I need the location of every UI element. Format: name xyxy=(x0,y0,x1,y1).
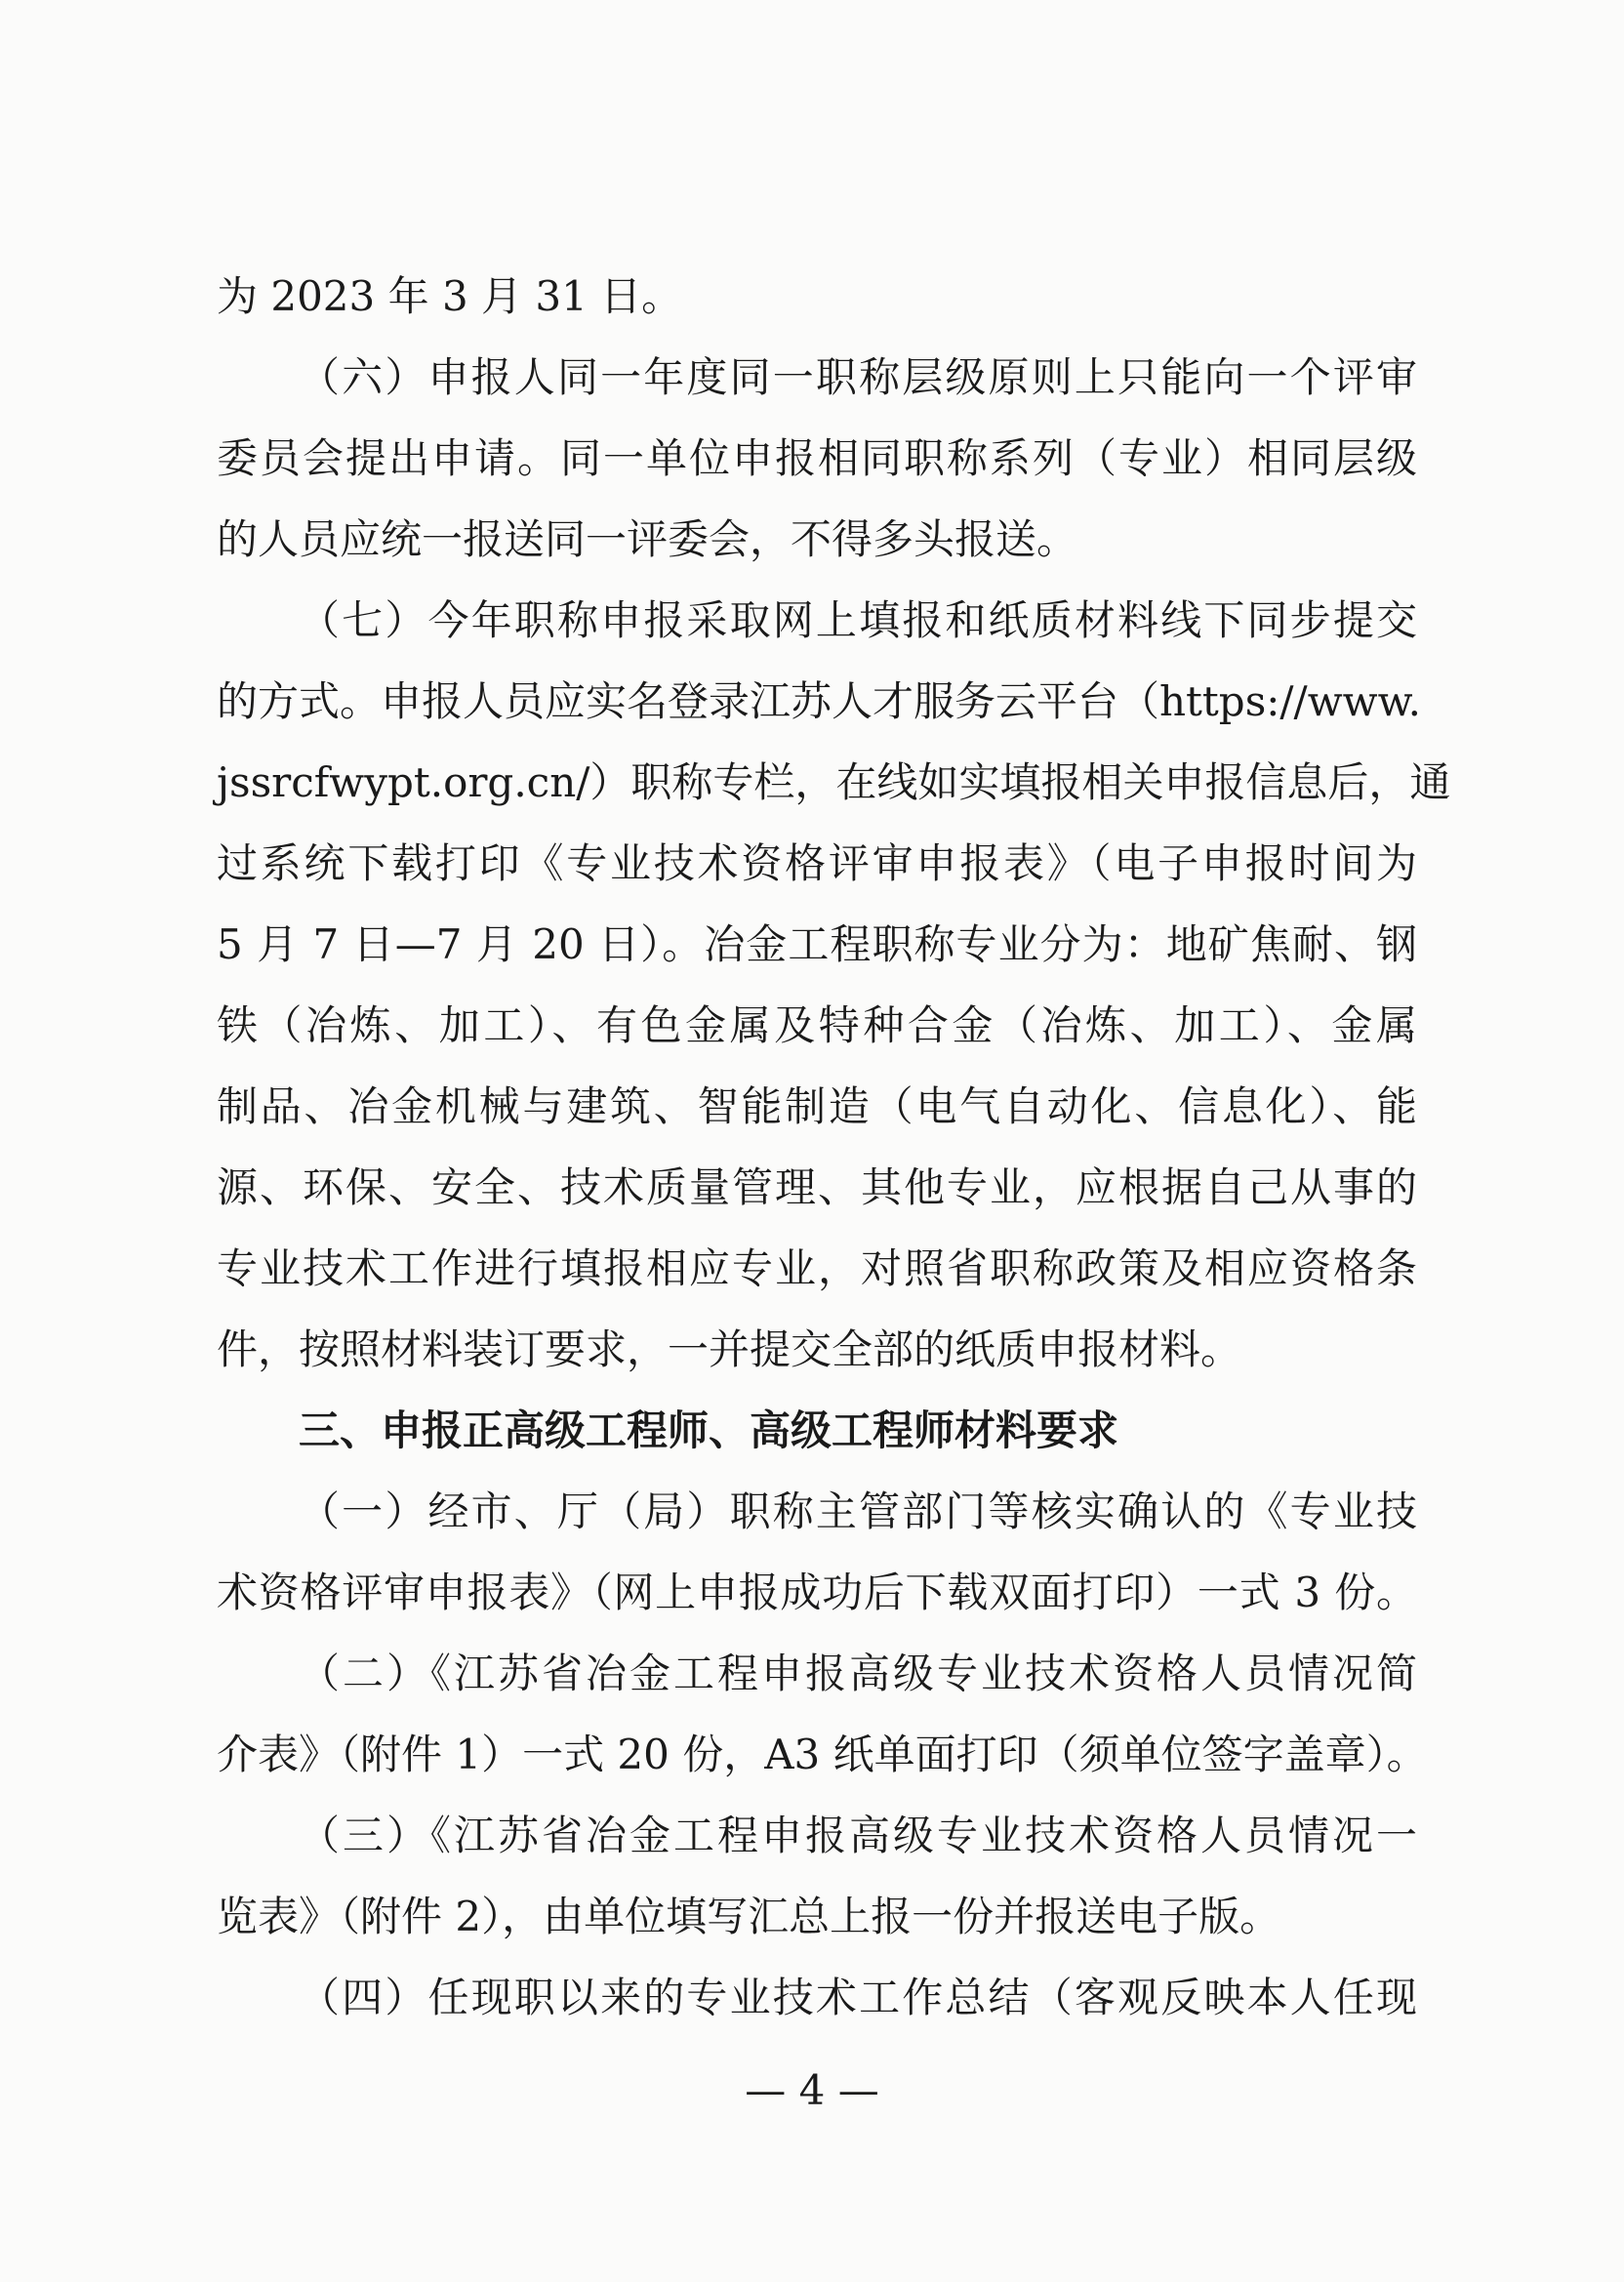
paragraph-line: （一）经市、厅（局）职称主管部门等核实确认的《专业技 xyxy=(299,1487,1417,1535)
paragraph-line: 制品、冶金机械与建筑、智能制造（电气自动化、信息化）、能 xyxy=(217,1082,1417,1130)
paragraph-line: （七）今年职称申报采取网上填报和纸质材料线下同步提交 xyxy=(299,596,1417,644)
paragraph-line: （六）申报人同一年度同一职称层级原则上只能向一个评审 xyxy=(299,353,1417,401)
paragraph-line: 委员会提出申请。同一单位申报相同职称系列（专业）相同层级 xyxy=(217,434,1417,482)
paragraph-line: 介表》（附件 1）一式 20 份，A3 纸单面打印（须单位签字盖章）。 xyxy=(217,1731,1428,1778)
paragraph-line: 过系统下载打印《专业技术资格评审申报表》（电子申报时间为 xyxy=(217,839,1417,887)
paragraph-line: 件，按照材料装订要求，一并提交全部的纸质申报材料。 xyxy=(217,1325,1242,1373)
paragraph-line: 专业技术工作进行填报相应专业，对照省职称政策及相应资格条 xyxy=(217,1244,1417,1292)
paragraph-line: 5 月 7 日—7 月 20 日）。冶金工程职称专业分为：地矿焦耐、钢 xyxy=(217,920,1417,968)
paragraph-line: （三）《江苏省冶金工程申报高级专业技术资格人员情况一 xyxy=(299,1812,1417,1859)
paragraph-line: 源、环保、安全、技术质量管理、其他专业，应根据自己从事的 xyxy=(217,1163,1417,1211)
paragraph-line: 的方式。申报人员应实名登录江苏人才服务云平台（https://www. xyxy=(217,677,1421,725)
paragraph-line: jssrcfwypt.org.cn/）职称专栏，在线如实填报相关申报信息后，通 xyxy=(217,758,1451,806)
paragraph-line: 为 2023 年 3 月 31 日。 xyxy=(217,272,683,320)
paragraph-line: 览表》（附件 2），由单位填写汇总上报一份并报送电子版。 xyxy=(217,1893,1281,1940)
paragraph-line: 的人员应统一报送同一评委会，不得多头报送。 xyxy=(217,515,1078,563)
page-number: — 4 — xyxy=(745,2066,879,2114)
section-heading: 三、申报正高级工程师、高级工程师材料要求 xyxy=(299,1406,1119,1454)
paragraph-line: （四）任现职以来的专业技术工作总结（客观反映本人任现 xyxy=(299,1974,1417,2021)
paragraph-line: （二）《江苏省冶金工程申报高级专业技术资格人员情况简 xyxy=(299,1650,1417,1697)
paragraph-line: 术资格评审申报表》（网上申报成功后下载双面打印）一式 3 份。 xyxy=(217,1569,1417,1616)
paragraph-line: 铁（冶炼、加工）、有色金属及特种合金（冶炼、加工）、金属 xyxy=(217,1001,1417,1049)
